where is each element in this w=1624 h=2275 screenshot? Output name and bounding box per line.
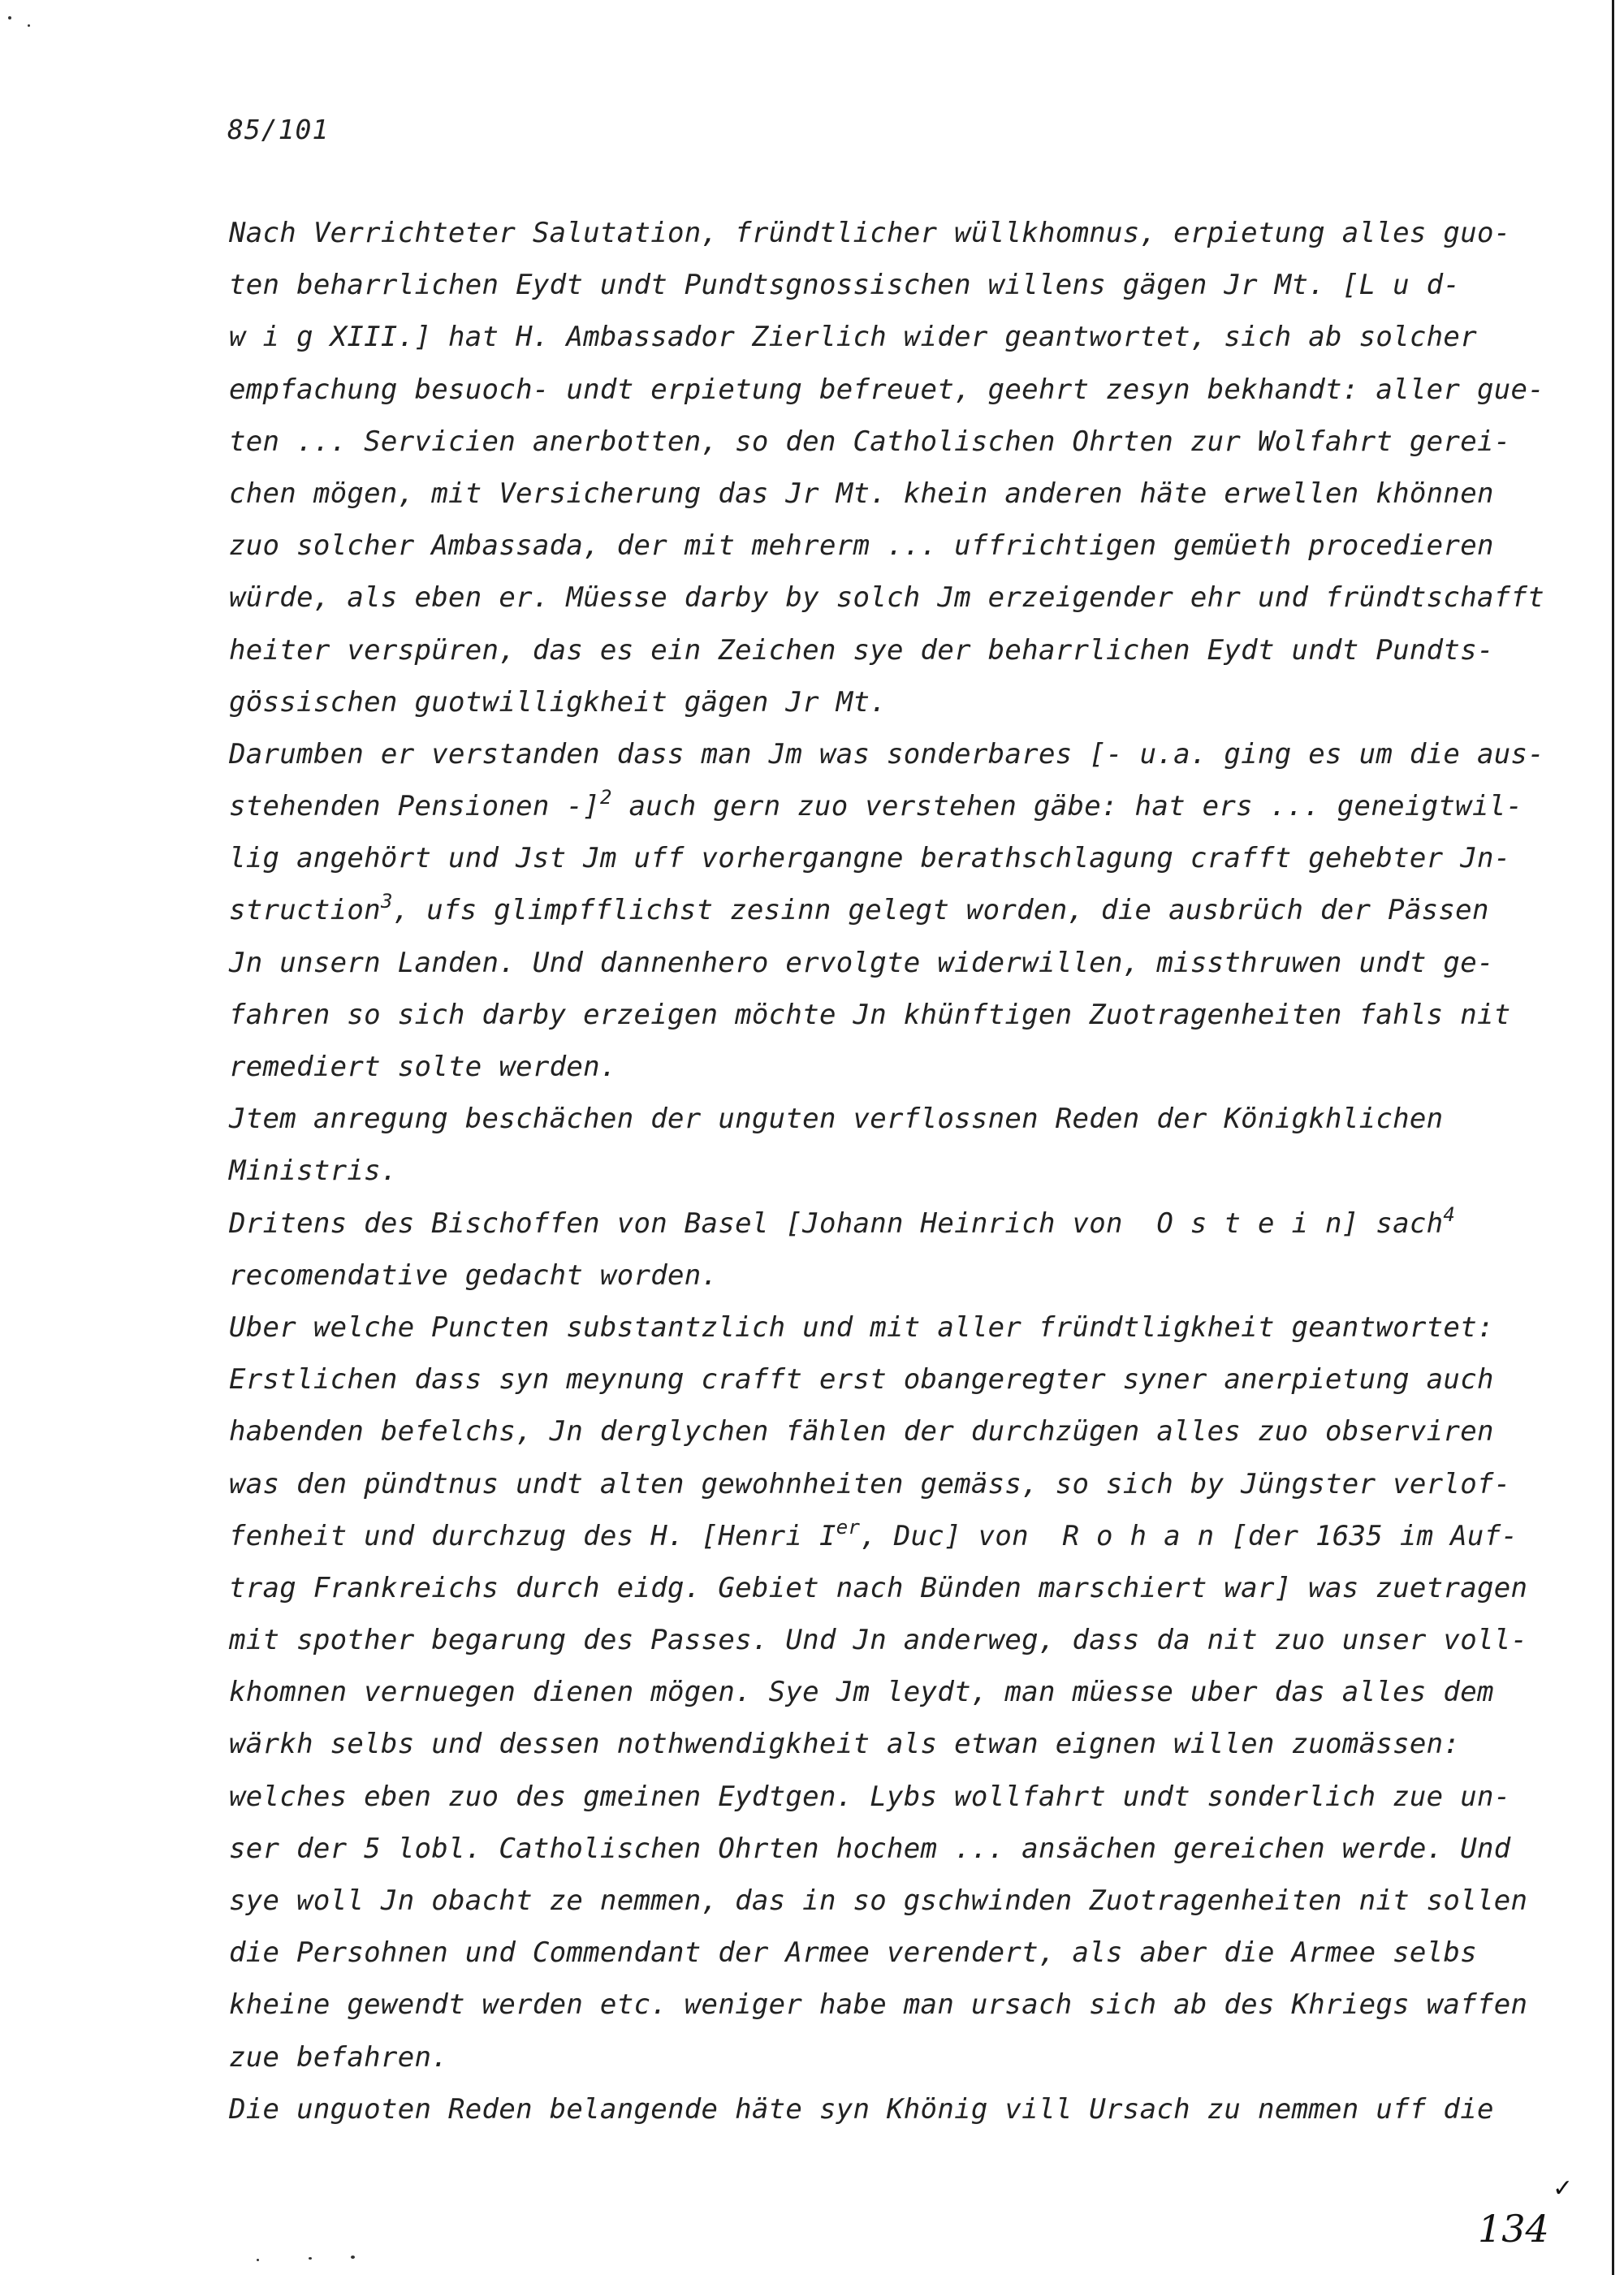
text-line [229,364,1593,416]
scan-speck [28,24,30,27]
line-text: lig angehört und Jst Jm uff vorhergangne berathschlagung crafft gehebter Jn- [229,842,1511,875]
text-line [229,572,1593,624]
text-line [229,1927,1593,1979]
line-text: Jtem anregung beschächen der unguten verflossnen Reden der Königkhlichen [229,1103,1444,1136]
text-line [229,937,1593,989]
text-line [229,416,1593,468]
footnote-marker: er [836,1515,861,1539]
line-text: Die unguoten Reden belangende häte syn Khönig vill Ursach zu nemmen uff die [229,2092,1494,2126]
line-text: die Persohnen und Commendant der Armee verendert, als aber die Armee selbs [229,1936,1477,1970]
line-text: Dritens des Bischoffen von Basel [Johann Heinrich von O s t e i n] sach [229,1207,1444,1240]
line-text-continued: auch gern zuo verstehen gäbe: hat ers ... geneigtwil- [611,790,1523,823]
folio-check-mark: ✓ [1553,2174,1574,2203]
line-text: würde, als eben er. Müesse darby by solch Jm erzeigender ehr und fründtschafft [229,581,1545,615]
text-line [229,1510,1593,1562]
line-text: remediert solte werden. [229,1051,617,1083]
line-text: Uber welche Puncten substantzlich und mit aller fründtligkheit geantwortet: [229,1310,1494,1344]
text-line [229,1562,1593,1614]
line-text: mit spother begarung des Passes. Und Jn anderweg, dass da nit zuo unser voll- [229,1624,1528,1657]
text-line [229,1614,1593,1666]
line-text: ser der 5 lobl. Catholischen Ohrten hochem ... ansächen gereichen werde. Und [229,1832,1511,1865]
line-text: sye woll Jn obacht ze nemmen, das in so gschwinden Zuotragenheiten nit sollen [229,1884,1528,1917]
text-line [229,1093,1593,1145]
scan-speck [257,2259,259,2261]
line-text: wärkh selbs und dessen nothwendigkheit als etwan eignen willen zuomässen: [229,1728,1461,1761]
line-text: w i g XIII.] hat H. Ambassador Zierlich wider geantwortet, sich ab solcher [229,321,1477,354]
text-line [229,1405,1593,1457]
folio-number: 134 [1478,2207,1549,2251]
line-text: habenden befelchs, Jn derglychen fählen der durchzügen alles zuo observiren [229,1415,1494,1448]
scan-speck [8,16,11,19]
line-text: struction [229,894,381,927]
text-line [229,468,1593,520]
line-text: gössischen guotwilligkheit gägen Jr Mt. [229,685,888,719]
line-text: empfachung besuoch- undt erpietung befreuet, geehrt zesyn bekhandt: aller gue- [229,373,1545,406]
line-text: Ministris. [229,1155,398,1188]
line-text: Darumben er verstanden dass man Jm was sonderbares [- u.a. ging es um die aus- [229,737,1545,771]
text-line [229,884,1593,936]
page-reference: 85/101 [227,114,330,145]
text-line [229,1875,1593,1927]
text-line [229,2083,1593,2135]
footnote-marker: 3 [380,890,393,913]
line-text: zue befahren. [229,2040,449,2074]
text-line [229,520,1593,572]
text-line [229,1718,1593,1770]
line-text: khomnen vernuegen dienen mögen. Sye Jm leydt, man müesse uber das alles dem [229,1676,1494,1709]
text-line [229,728,1593,780]
line-text: ten beharrlichen Eydt undt Pundtsgnossischen willens gägen Jr Mt. [L u d- [229,269,1461,302]
page-edge-rule [1612,0,1614,2275]
line-text: trag Frankreichs durch eidg. Gebiet nach Bünden marschiert war] was zuetragen [229,1571,1528,1604]
line-text: heiter verspüren, das es ein Zeichen sye der beharrlichen Eydt undt Pundts- [229,633,1494,667]
line-text: recomendative gedacht worden. [229,1258,719,1292]
line-text: stehenden Pensionen -] [229,790,600,823]
line-text: was den pündtnus undt alten gewohnheiten gemäss, so sich by Jüngster verlof- [229,1467,1511,1500]
line-text: Jn unsern Landen. Und dannenhero ervolgte widerwillen, missthruwen undt ge- [229,946,1494,979]
text-line [229,1198,1593,1250]
line-text: Nach Verrichteter Salutation, fründtlicher wüllkhomnus, erpietung alles guo- [229,217,1511,249]
text-line [229,1145,1593,1197]
text-line [229,1771,1593,1823]
line-text: zuo solcher Ambassada, der mit mehrerm ... uffrichtigen gemüeth procedieren [229,529,1494,563]
line-text: fenheit und durchzug des H. [Henri I [229,1519,836,1552]
text-line [229,989,1593,1041]
text-line [229,1823,1593,1875]
line-text-continued: , Duc] von R o h a n [der 1635 im Auf- [860,1519,1518,1552]
text-line [229,1302,1593,1353]
text-line [229,1250,1593,1302]
body-text [229,207,1593,2135]
text-line [229,676,1593,728]
scan-speck [309,2257,312,2260]
text-line [229,1041,1593,1093]
line-text: ten ... Servicien anerbotten, so den Catholischen Ohrten zur Wolfahrt gerei- [229,425,1511,458]
footnote-marker: 2 [599,786,612,809]
footnote-marker: 4 [1443,1202,1456,1226]
line-text: Erstlichen dass syn meynung crafft erst obangeregter syner anerpietung auch [229,1363,1494,1397]
text-line [229,311,1593,363]
text-line [229,624,1593,676]
text-line [229,2031,1593,2083]
line-text: chen mögen, mit Versicherung das Jr Mt. khein anderen häte erwellen khönnen [229,477,1494,510]
text-line [229,1458,1593,1510]
text-line [229,259,1593,311]
text-line [229,780,1593,832]
text-line [229,1666,1593,1718]
line-text-continued: , ufs glimpfflichst zesinn gelegt worden, die ausbrüch der Pässen [392,894,1489,927]
text-line [229,207,1593,259]
text-line [229,832,1593,884]
text-line [229,1979,1593,2031]
line-text: fahren so sich darby erzeigen möchte Jn khünftigen Zuotragenheiten fahls nit [229,998,1511,1031]
text-line [229,1353,1593,1405]
line-text: kheine gewendt werden etc. weniger habe man ursach sich ab des Khriegs waffen [229,1988,1528,2022]
line-text: welches eben zuo des gmeinen Eydtgen. Lybs wollfahrt undt sonderlich zue un- [229,1780,1511,1813]
scan-speck [351,2256,355,2259]
